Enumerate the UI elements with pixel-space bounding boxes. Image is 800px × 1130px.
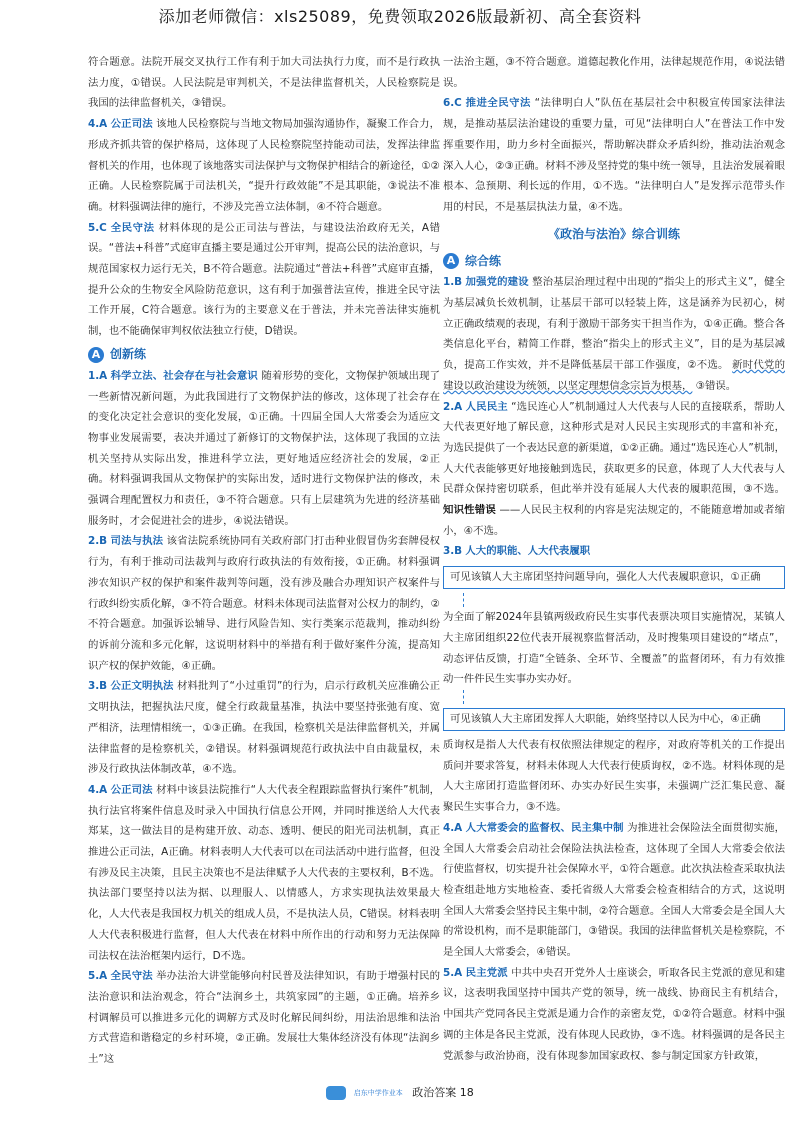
answer-number: 4.A	[443, 821, 463, 834]
comprehensive-answer-1	[443, 272, 785, 396]
answer-4	[88, 114, 440, 218]
comprehensive-answer-4	[443, 818, 785, 963]
answer-text: 中共中央召开党外人士座谈会，听取各民主党派的意见和建议，这表明我国坚持中国共产党的领导，统一战线、协商民主有机结合，中国共产党同各民主党派是通力合作的亲密友党，①②符合题意。材料中强调的主体是各民主党派，没有体现人民政协，③不选。材料强调的是各民主党派参与政治协商，没有体现参加国家政权、参与制定国家方针政策，	[443, 966, 785, 1062]
a-badge-icon: A	[443, 253, 459, 269]
answer-number: 4.A	[88, 783, 108, 796]
answer-text: 为推进社会保险法全面贯彻实施，全国人大常委会启动社会保险法执法检查，这体现了全国人大常委会依法行使监督权，切实提升社会保障水平，①符合题意。此次执法检查采取执法检查组赴地方实地检查、委托省级人大常委会检查相结合的方式，这说明全国人大常委会坚持民主集中制，②符合题意。全国人大常委会是全国人大的常设机构，而不是职能部门，③错误。我国的法律监督机关是检察院，不是全国人大常委会，④错误。	[443, 821, 786, 959]
answer-number: 3.B	[88, 680, 108, 693]
answer-tag: 司法与执法	[110, 535, 164, 548]
answer-6	[443, 93, 785, 217]
answer-5	[88, 218, 440, 342]
comprehensive-answer-2	[443, 397, 785, 542]
footer-label: 政治答案	[412, 1086, 457, 1099]
comprehensive-training-title: 《政治与法治》综合训练	[547, 226, 680, 241]
wavy-underlined-text: 新时代党的建设以政治建设为统领，以坚定理想信念宗旨为根基，	[443, 359, 786, 392]
answer-number: 1.B	[443, 276, 463, 289]
answer-tag: 全民守法	[110, 970, 153, 983]
mascot-logo-icon	[326, 1086, 346, 1100]
answer-number: 5.A	[88, 970, 108, 983]
knowledge-error-label: 知识性错误	[443, 504, 496, 517]
answer-number: 4.A	[88, 118, 108, 131]
analysis-box-2: 可见该镇人大主席团发挥人大职能，始终坚持以人民为中心，④正确	[443, 708, 785, 731]
comprehensive-answer-3-material: 为全面了解2024年县镇两级政府民生实事代表票决项目实施情况，某镇人大主席团组织22位代表开展视察监督活动，及时搜集项目建设的“堵点”，动态评估反馈，打造“全链条、全环节、全覆盖”的监督闭环，有力有效推动一件件民生实事办实办好。	[443, 611, 785, 686]
answer-tag: 人大的职能、人大代表履职	[465, 545, 591, 558]
answer-tag: 全民守法	[110, 221, 155, 234]
page-number: 18	[459, 1086, 474, 1099]
answer-text: 随着形势的变化，文物保护领域出现了一些新情况新问题，为此我国进行了文物保护法的修改，这体现了社会存在的变化决定社会意识的变化发展，①正确。十四届全国人大常委会为适应文物事业发展需要，表决并通过了新修订的文物保护法，这体现了我国的立法机关坚持从实际出发，推进科学立法，更好地适应经济社会的发展，②正确。材料强调我国从文物保护的实际出发，适时进行文物保护法的修改，未强调合理配置权力和责任，③不符合题意。只有上层建筑为先进的经济基础服务时，才会促进社会的进步，④说法错误。	[88, 369, 441, 527]
knowledge-error-text: ——人民民主权利的内容是宪法规定的，不能随意增加或者缩小，④不选。	[443, 504, 786, 537]
answer-tag: 推进全民守法	[465, 97, 531, 110]
arrow-connector	[443, 690, 785, 704]
answer-text-end: ③错误。	[695, 379, 737, 392]
analysis-box-1: 可见该镇人大主席团坚持问题导向，强化人大代表履职意识，①正确	[443, 566, 785, 589]
section-title: 综合练	[465, 253, 502, 268]
comprehensive-answer-3-text: 质询权是指人大代表有权依照法律规定的程序，对政府等机关的工作提出质问并要求答复，材料未体现人大代表行使质询权，②不选。材料体现的是人大主席团打造监督闭环、办实办好民生实事，未强调广泛汇集民意、凝聚民生实事合力，③不选。	[443, 738, 785, 814]
answer-tag: 科学立法、社会存在与社会意识	[110, 369, 258, 382]
answer-number: 3.B	[443, 545, 463, 558]
left-paragraph-0: 符合题意。法院开展交叉执行工作有利于加大司法执行力度，而不是行政执法力度，①错误。人民法院是审判机关，不是法律监督机关，人民检察院是我国的法律监督机关，③错误。	[88, 56, 440, 110]
answer-tag: 公正司法	[110, 783, 153, 796]
a-badge-icon: A	[88, 347, 104, 363]
innovation-answer-1	[88, 366, 440, 532]
left-column	[88, 52, 440, 1070]
answer-tag: 公正司法	[110, 118, 153, 131]
answer-text: “法律明白人”队伍在基层社会中积极宣传国家法律法规，是推动基层法治建设的重要力量，可见“法律明白人”在普法工作中发挥重要作用，助力乡村全面振兴，帮助解决群众矛盾纠纷，推动法治观念深入人心，②③正确。材料不涉及坚持党的集中统一领导，且法治发展着眼根本、急预期、利长远的作用，①不选。“法律明白人”是发挥示范带头作用的村民，不是基层执法力量，④不选。	[443, 97, 786, 213]
footer-brand: 启东中学作业本	[353, 1089, 403, 1097]
answer-tag: 人民民主	[465, 400, 508, 413]
answer-text: 该地人民检察院与当地文物局加强沟通协作，凝聚工作合力，形成齐抓共管的保护格局，这体现了人民检察院坚持能动司法，发挥法律监督机关的作用，也体现了该地落实司法保护与文物保护相结合的新途径，①②正确。人民检察院属于司法机关，“提升行政效能”不是其职能，③说法不准确。材料强调法律的施行，不涉及完善立法体制，④不符合题意。	[88, 118, 441, 213]
comprehensive-answer-5	[443, 963, 785, 1067]
answer-number: 2.A	[443, 400, 463, 413]
answer-tag: 加强党的建设	[465, 276, 529, 289]
answer-text: 材料批判了“小过重罚”的行为，启示行政机关应准确公正文明执法，把握执法尺度，健全行政裁量基准，执法中要坚持张弛有度、宽严相济，法理情相统一，①③正确。在我国，检察机关是法律监督机关，并属法律监督的是检察机关，②错误。材料强调规范行政执法中自由裁量权，未涉及行政执法体制改革，④不选。	[88, 680, 440, 776]
answer-text: 材料体现的是公正司法与普法，与建设法治政府无关，A错误。“普法+科普”式庭审直播主要是通过公开审判，提高公民的法治意识，与规范国家权力运行无关，B不符合题意。法院通过“普法+科普”式庭审直播，提升公众的生物安全风险防范意识，这有利于加强普法宣传，推进全民守法工作开展，C符合题意。该行为的主要意义在于普法，并未完善法律实施机制，也不能确保审判权依法独立行使，D错误。	[88, 221, 440, 338]
innovation-answer-3	[88, 676, 440, 780]
answer-number: 2.B	[88, 535, 108, 548]
answer-text: 举办法治大讲堂能够向村民普及法律知识，有助于增强村民的法治意识和法治观念，符合“法润乡土，共筑家园”的主题，①正确。培养乡村调解员可以推进多元化的调解方式及时化解民间纠纷，用法治思维和法治方式营造和谐稳定的乡村环境，②正确。发展壮大集体经济没有体现“法润乡土”这	[88, 970, 441, 1066]
answer-number: 5.C	[88, 221, 107, 234]
page-footer	[0, 1084, 800, 1100]
innovation-answer-5	[88, 966, 440, 1070]
section-title: 创新练	[110, 347, 147, 362]
section-header-comprehensive	[443, 250, 785, 272]
answer-number: 6.C	[443, 97, 462, 110]
right-column	[443, 52, 785, 1066]
answer-tag: 人大常委会的监督权、民主集中制	[465, 821, 624, 834]
answer-text: 材料中该县法院推行“人大代表全程跟踪监督执行案件”机制，执行法官将案件信息及时录入中国执行信息公开网，并同时推送给人大代表郑某，这一做法目的是构建开放、动态、透明、便民的阳光司法机制，真正推进公正司法，A正确。材料表明人大代表可以在司法活动中进行监督，但没有涉及民主决策，且民主决策也不是法律赋予人大代表的主要权利，B不选。执法部门要坚持以法为据、以理服人、以情感人，方求实现执法效果最大化，人大代表是我国权力机关的组成人员，不是执法人员，C错误。材料表明人大代表积极进行监督，但人大代表在材料中所作出的行动和努力无法保障司法权在法治框架内运行，D不选。	[88, 783, 441, 962]
answer-number: 1.A	[88, 369, 108, 382]
answer-text: 该省法院系统协同有关政府部门打击种业假冒伪劣套牌侵权行为，有利于推动司法裁判与政府行政执法的有效衔接，①正确。材料强调涉农知识产权的保护和案件裁判等问题，没有涉及融合办理知识产权案件与行政纠纷实质化解，③不符合题意。材料未体现司法监督对公权力的制约，②不符合题意。加强诉讼辅导、进行风险告知、实行类案示范裁判，推动纠纷的诉前分流和多元化解，这说明材料中的举措有利于做好案件分流，提高知识产权的保护效能，④正确。	[88, 535, 440, 672]
answer-text: 整治基层治理过程中出现的“指尖上的形式主义”，健全为基层减负长效机制，让基层干部可以轻装上阵，这是涵养为民初心，树立正确政绩观的表现，有利于激励干部务实干担当作为，①④正确。整合各类信息化平台，精简工作群，整治“指尖上的形式主义”，目的是为基层减负，提高工作实效，并不是降低基层干部工作强度，②不选。	[443, 276, 786, 372]
top-banner: 添加老师微信：xls25089，免费领取2026版最新初、高全套资料	[158, 7, 642, 26]
answer-text: “选民连心人”机制通过人大代表与人民的直接联系，帮助人大代表更好地了解民意，这种形式是对人民民主实现形式的丰富和补充，为选民提供了一个表达民意的新渠道，①②正确。通过“选民连心人”机制，人大代表能够更好地接触到选民，获取更多的民意，体现了人大代表与人民群众保持密切联系，但此举并没有延展人大代表的履职范围，③不选。	[443, 400, 786, 496]
innovation-answer-2	[88, 531, 440, 676]
comprehensive-answer-3-head	[443, 541, 785, 562]
innovation-answer-4	[88, 780, 440, 966]
answer-tag: 民主党派	[465, 966, 508, 979]
right-paragraph-0: 一法治主题，③不符合题意。道德起教化作用，法律起规范作用，④说法错误。	[443, 56, 785, 89]
arrow-connector	[443, 593, 785, 607]
answer-tag: 公正文明执法	[110, 680, 174, 693]
answer-number: 5.A	[443, 966, 463, 979]
section-header-innovation	[88, 344, 440, 366]
